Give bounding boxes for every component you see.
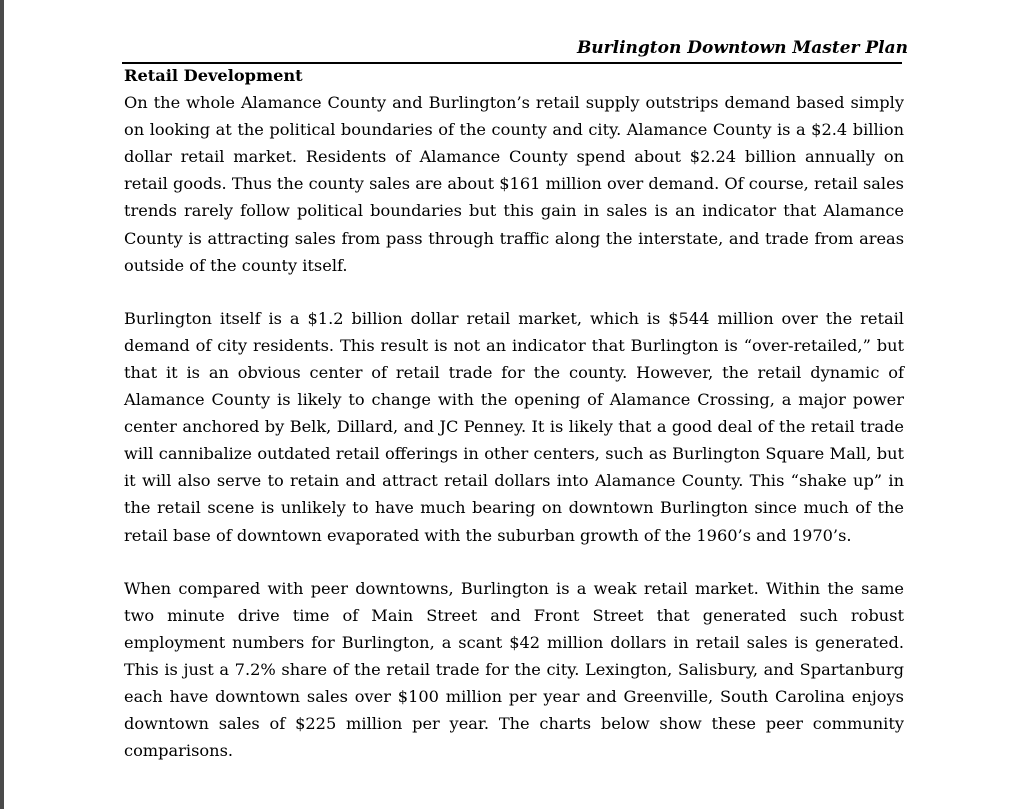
document-page [4, 0, 1021, 809]
paragraph-1: On the whole Alamance County and Burlington’s retail supply outstrips demand based simply on looking at the political boundaries of the county and city. Alamance County is a $2.4 billion dollar retail market. Residents of Alamance County spend about $2.24 billion annually on retail goods. Thus the county sales are about $161 million over demand. Of course, retail sales trends rarely follow political boundaries but this gain in sales is an indicator that Alamance County is attracting sales from pass through traffic along the interstate, and trade from areas outside of the county itself. [124, 93, 904, 275]
section-title: Retail Development [124, 66, 303, 85]
running-header: Burlington Downtown Master Plan [576, 38, 908, 58]
document-body [124, 62, 904, 790]
paragraph-3: When compared with peer downtowns, Burlington is a weak retail market. Within the same two minute drive time of Main Street and Front Street that generated such robust employment numbers for Burlington, a scant $42 million dollars in retail sales is generated. This is just a 7.2% share of the retail trade for the city. Lexington, Salisbury, and Spartanburg each have downtown sales over $100 million per year and Greenville, South Carolina enjoys downtown sales of $225 million per year. The charts below show these peer community comparisons. [124, 578, 904, 761]
paragraph-2: Burlington itself is a $1.2 billion dollar retail market, which is $544 million over the retail demand of city residents. This result is not an indicator that Burlington is “over-retailed,” but that it is an obvious center of retail trade for the county. However, the retail dynamic of Alamance County is likely to change with the opening of Alamance Crossing, a major power center anchored by Belk, Dillard, and JC Penney. It is likely that a good deal of the retail trade will cannibalize outdated retail offerings in other centers, such as Burlington Square Mall, but it will also serve to retain and attract retail dollars into Alamance County. This “shake up” in the retail scene is unlikely to have much bearing on downtown Burlington since much of the retail base of downtown evaporated with the suburban growth of the 1960’s and 1970’s. [124, 308, 904, 545]
